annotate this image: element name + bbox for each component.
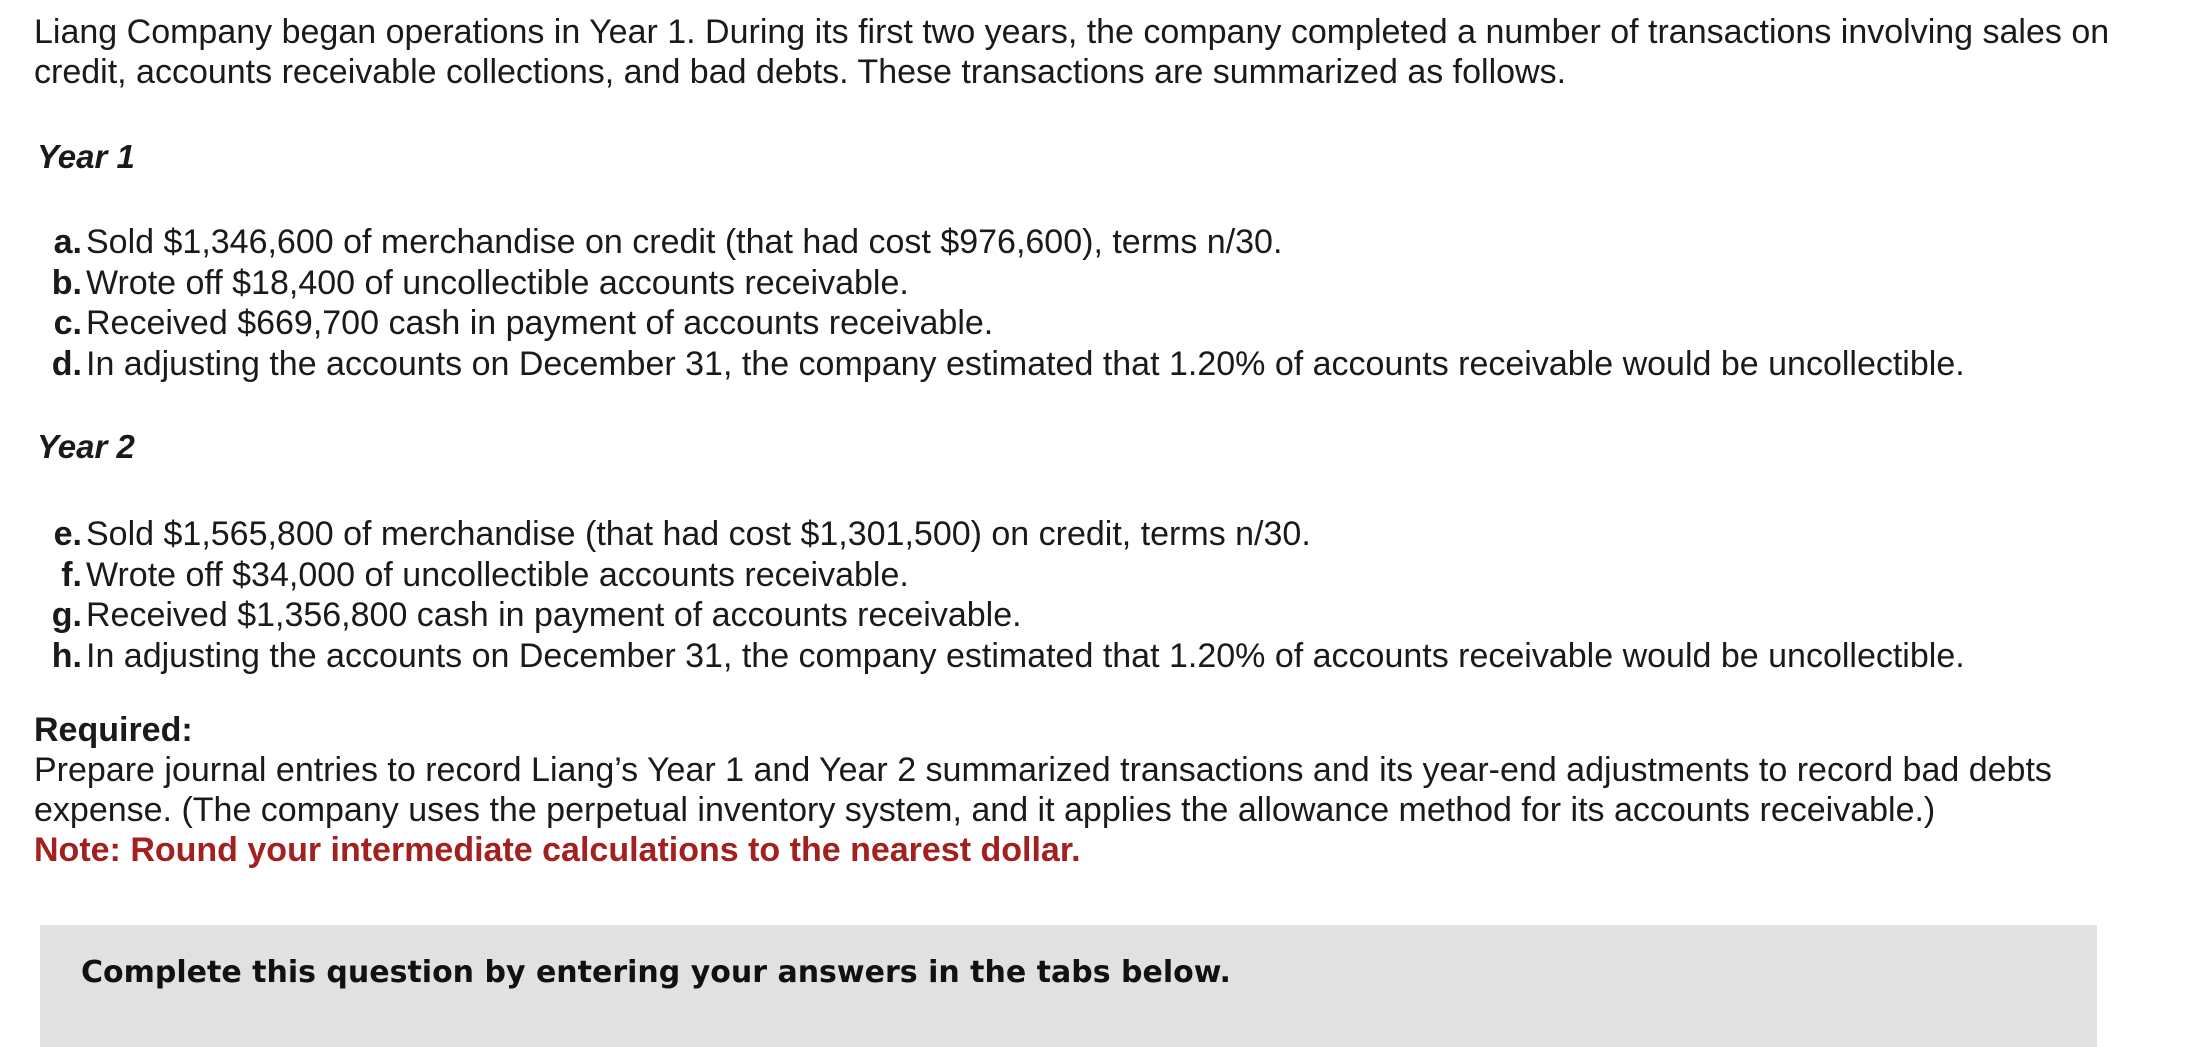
transaction-text: Received $669,700 cash in payment of accounts receivable. xyxy=(86,304,994,342)
rounding-note: Note: Round your intermediate calculations to the nearest dollar. xyxy=(34,831,1081,869)
required-section xyxy=(34,710,2154,870)
transaction-letter: a. xyxy=(53,223,82,261)
required-label: Required: xyxy=(34,711,193,749)
transaction-text: Wrote off $34,000 of uncollectible accounts receivable. xyxy=(86,555,909,594)
transaction-text: In adjusting the accounts on December 31, the company estimated that 1.20% of accounts receivable would be uncollectible. xyxy=(86,344,1965,383)
instruction-text: Complete this question by entering your answers in the tabs below. xyxy=(81,955,1231,990)
transaction-letter: f. xyxy=(61,555,82,594)
year-2-heading: Year 2 xyxy=(37,428,135,465)
transaction-item-f xyxy=(44,555,1965,596)
transaction-letter: g. xyxy=(51,596,82,634)
transaction-text: Sold $1,346,600 of merchandise on credit (that had cost $976,600), terms n/30. xyxy=(86,223,1283,261)
transaction-text: Wrote off $18,400 of uncollectible accounts receivable. xyxy=(86,263,909,302)
transaction-item-b xyxy=(44,263,1965,304)
year-1-transaction-list xyxy=(44,222,1965,384)
transaction-item-g xyxy=(44,595,1965,636)
required-text: Prepare journal entries to record Liang’s Year 1 and Year 2 summarized transactions and its year-end adjustments to record bad debts expense. (The company uses the perpetual inventory system, and it applies the allowance method for its accounts receivable.) xyxy=(34,751,2052,829)
transaction-letter: b. xyxy=(51,263,82,302)
transaction-letter: c. xyxy=(53,304,82,342)
transaction-item-c xyxy=(44,303,1965,344)
transaction-item-d xyxy=(44,344,1965,385)
transaction-text: Sold $1,565,800 of merchandise (that had cost $1,301,500) on credit, terms n/30. xyxy=(86,515,1311,553)
instruction-box xyxy=(40,925,2097,1047)
transaction-item-a xyxy=(44,222,1965,263)
transaction-letter: h. xyxy=(51,636,82,675)
transaction-text: Received $1,356,800 cash in payment of accounts receivable. xyxy=(86,596,1022,634)
transaction-text: In adjusting the accounts on December 31, the company estimated that 1.20% of accounts receivable would be uncollectible. xyxy=(86,636,1965,675)
year-2-transaction-list xyxy=(44,514,1965,676)
transaction-letter: e. xyxy=(53,515,82,553)
transaction-letter: d. xyxy=(51,344,82,383)
transaction-item-h xyxy=(44,636,1965,677)
intro-paragraph: Liang Company began operations in Year 1. During its first two years, the company completed a number of transactions involving sales on credit, accounts receivable collections, and bad debts. These transactions are summarized as follows. xyxy=(34,13,2110,91)
transaction-item-e xyxy=(44,514,1965,555)
year-1-heading: Year 1 xyxy=(37,138,135,175)
